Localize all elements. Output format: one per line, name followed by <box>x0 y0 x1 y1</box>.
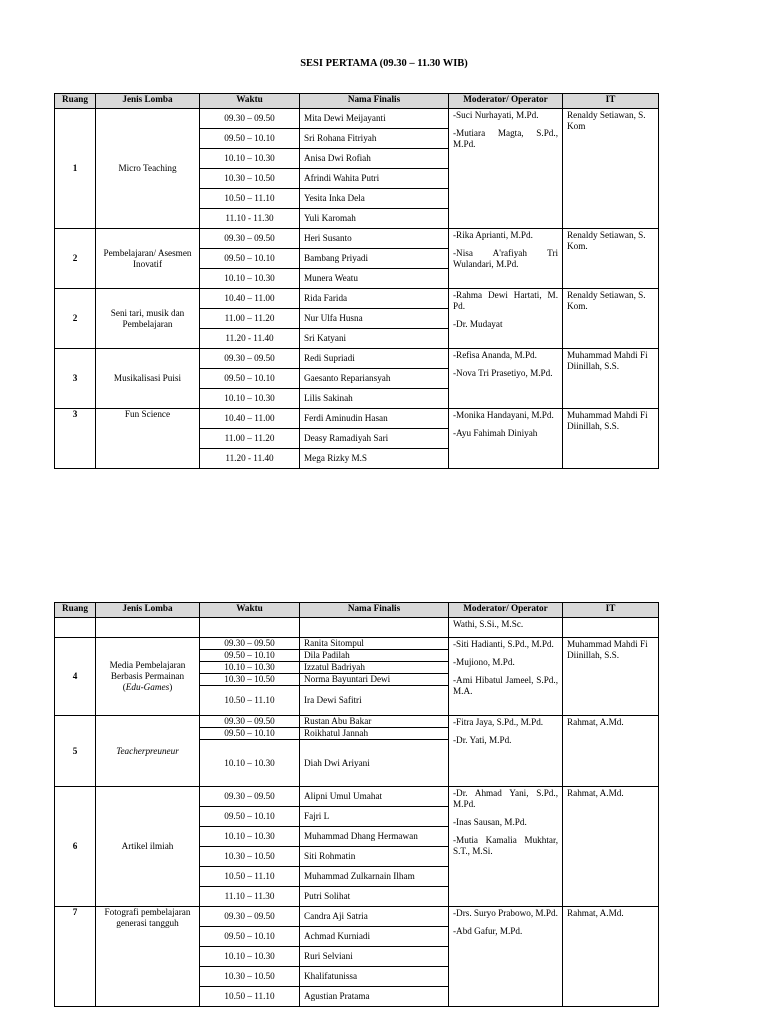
waktu-cell: 09.30 – 09.50 <box>200 109 300 129</box>
waktu-cell: 10.40 – 11.00 <box>200 409 300 429</box>
moderator-cell <box>449 787 563 907</box>
table-row <box>55 109 659 129</box>
moderator-name: -Dr. Ahmad Yani, S.Pd., M.Pd. <box>453 788 558 809</box>
schedule-table-1 <box>54 93 659 469</box>
waktu-cell: 10.10 – 10.30 <box>200 269 300 289</box>
nama-finalis-cell: Sri Rohana Fitriyah <box>300 129 449 149</box>
moderator-cell <box>449 409 563 469</box>
nama-finalis-cell: Nur Ulfa Husna <box>300 309 449 329</box>
it-cell <box>563 109 659 229</box>
nama-finalis-cell: Dila Padilah <box>300 650 449 662</box>
moderator-name: -Rika Aprianti, M.Pd. <box>453 230 533 240</box>
waktu-cell: 09.50 – 10.10 <box>200 728 300 740</box>
moderator-cell <box>449 289 563 349</box>
header-it: IT <box>563 603 659 618</box>
nama-finalis-cell: Siti Rohmatin <box>300 847 449 867</box>
it-name: Muhammad Mahdi Fi Diinillah, S.S. <box>567 350 648 371</box>
moderator-name: -Inas Sausan, M.Pd. <box>453 817 527 827</box>
header-ruang: Ruang <box>55 94 96 109</box>
it-cell <box>563 289 659 349</box>
moderator-name: -Mutiara Magta, S.Pd., M.Pd. <box>453 128 558 149</box>
moderator-name: -Nova Tri Prasetiyo, M.Pd. <box>453 368 553 378</box>
jenis-lomba-cell <box>96 289 200 349</box>
moderator-name: -Rahma Dewi Hartati, M. Pd. <box>453 290 558 311</box>
waktu-cell: 09.30 – 09.50 <box>200 787 300 807</box>
nama-finalis-cell: Lilis Sakinah <box>300 389 449 409</box>
jenis-lomba-cell <box>96 349 200 409</box>
nama-finalis-cell: Bambang Priyadi <box>300 249 449 269</box>
moderator-name: -Abd Gafur, M.Pd. <box>453 926 523 936</box>
nama-finalis-cell: Ruri Selviani <box>300 947 449 967</box>
waktu-cell: 10.30 – 10.50 <box>200 674 300 686</box>
nama-finalis-cell: Ira Dewi Safitri <box>300 686 449 716</box>
carry-over-row <box>55 618 659 638</box>
waktu-cell: 09.50 – 10.10 <box>200 807 300 827</box>
waktu-cell: 11.00 – 11.20 <box>200 429 300 449</box>
nama-finalis-cell: Putri Solihat <box>300 887 449 907</box>
it-cell <box>563 787 659 907</box>
lomba-italic: Edu-Games <box>125 682 170 692</box>
nama-finalis-cell: Candra Aji Satria <box>300 907 449 927</box>
waktu-cell: 10.10 – 10.30 <box>200 947 300 967</box>
nama-finalis-cell: Anisa Dwi Rofiah <box>300 149 449 169</box>
waktu-cell: 10.10 – 10.30 <box>200 149 300 169</box>
waktu-cell: 10.50 – 11.10 <box>200 987 300 1007</box>
waktu-cell: 10.30 – 10.50 <box>200 847 300 867</box>
header-it: IT <box>563 94 659 109</box>
nama-finalis-cell: Gaesanto Repariansyah <box>300 369 449 389</box>
header-jenis-lomba: Jenis Lomba <box>96 603 200 618</box>
moderator-name: -Ayu Fahimah Diniyah <box>453 428 538 438</box>
it-name: Renaldy Setiawan, S. Kom. <box>567 290 646 311</box>
it-cell <box>563 229 659 289</box>
nama-finalis-cell: Yesita Inka Dela <box>300 189 449 209</box>
nama-finalis-cell: Sri Katyani <box>300 329 449 349</box>
ruang-cell: 4 <box>55 638 96 716</box>
lomba-label: Fun Science <box>124 409 171 419</box>
waktu-cell: 09.30 – 09.50 <box>200 349 300 369</box>
header-nama-finalis: Nama Finalis <box>300 94 449 109</box>
moderator-cell <box>449 907 563 1007</box>
ruang-cell: 6 <box>55 787 96 907</box>
moderator-name: -Monika Handayani, M.Pd. <box>453 410 554 420</box>
moderator-cell <box>449 229 563 289</box>
waktu-cell: 10.40 – 11.00 <box>200 289 300 309</box>
waktu-cell: 10.50 – 11.10 <box>200 867 300 887</box>
nama-finalis-cell: Ferdi Aminudin Hasan <box>300 409 449 429</box>
nama-finalis-cell: Redi Supriadi <box>300 349 449 369</box>
it-cell <box>563 409 659 469</box>
header-ruang: Ruang <box>55 603 96 618</box>
waktu-cell: 10.10 – 10.30 <box>200 827 300 847</box>
moderator-name: -Nisa A'rafiyah Tri Wulandari, M.Pd. <box>453 248 558 269</box>
it-name: Rahmat, A.Md. <box>567 908 624 918</box>
jenis-lomba-cell <box>96 409 200 469</box>
header-moderator: Moderator/ Operator <box>449 603 563 618</box>
moderator-name: -Dr. Yati, M.Pd. <box>453 735 512 745</box>
it-name: Renaldy Setiawan, S. Kom <box>567 110 646 131</box>
waktu-cell: 10.50 – 11.10 <box>200 686 300 716</box>
nama-finalis-cell: Munera Weatu <box>300 269 449 289</box>
moderator-name: -Ami Hibatul Jameel, S.Pd., M.A. <box>453 675 558 696</box>
nama-finalis-cell: Fajri L <box>300 807 449 827</box>
moderator-cell <box>449 638 563 716</box>
table-header-row <box>55 94 659 109</box>
nama-finalis-cell: Rida Farida <box>300 289 449 309</box>
moderator-name: -Siti Hadianti, S.Pd., M.Pd. <box>453 639 554 649</box>
nama-finalis-cell: Ranita Sitompul <box>300 638 449 650</box>
waktu-cell: 10.10 – 10.30 <box>200 740 300 787</box>
it-name: Rahmat, A.Md. <box>567 788 624 798</box>
waktu-cell: 09.50 – 10.10 <box>200 927 300 947</box>
header-waktu: Waktu <box>200 94 300 109</box>
waktu-cell: 11.20 - 11.40 <box>200 449 300 469</box>
it-name: Rahmat, A.Md. <box>567 717 624 727</box>
moderator-name: -Drs. Suryo Prabowo, M.Pd. <box>453 908 558 918</box>
table-row <box>55 638 659 650</box>
nama-finalis-cell: Heri Susanto <box>300 229 449 249</box>
moderator-name: -Mujiono, M.Pd. <box>453 657 515 667</box>
ruang-cell: 7 <box>55 907 96 1007</box>
it-cell <box>563 716 659 787</box>
lomba-line: Media Pembelajaran <box>109 660 186 670</box>
waktu-cell: 09.30 – 09.50 <box>200 229 300 249</box>
lomba-label: Artikel ilmiah <box>121 841 174 851</box>
nama-finalis-cell: Norma Bayuntari Dewi <box>300 674 449 686</box>
it-cell <box>563 638 659 716</box>
moderator-name: -Mutia Kamalia Mukhtar, S.T., M.Si. <box>453 835 558 856</box>
moderator-name: -Fitra Jaya, S.Pd., M.Pd. <box>453 717 544 727</box>
it-name: Muhammad Mahdi Fi Diinillah, S.S. <box>567 639 648 660</box>
waktu-cell: 11.10 - 11.30 <box>200 209 300 229</box>
lomba-label: Musikalisasi Puisi <box>113 373 182 383</box>
header-nama-finalis: Nama Finalis <box>300 603 449 618</box>
waktu-cell: 09.50 – 10.10 <box>200 129 300 149</box>
table-row <box>55 229 659 249</box>
ruang-cell: 2 <box>55 229 96 289</box>
nama-finalis-cell: Achmad Kurniadi <box>300 927 449 947</box>
waktu-cell: 09.50 – 10.10 <box>200 369 300 389</box>
nama-finalis-cell: Roikhatul Jannah <box>300 728 449 740</box>
table-row <box>55 716 659 728</box>
waktu-cell: 10.10 – 10.30 <box>200 662 300 674</box>
it-cell <box>563 349 659 409</box>
lomba-label: Micro Teaching <box>118 163 177 173</box>
ruang-cell: 3 <box>55 349 96 409</box>
lomba-line: Berbasis Permainan <box>110 671 185 681</box>
ruang-cell: 2 <box>55 289 96 349</box>
lomba-label: Pembelajaran/ Asesmen Inovatif <box>103 247 192 269</box>
nama-finalis-cell: Deasy Ramadiyah Sari <box>300 429 449 449</box>
nama-finalis-cell: Izzatul Badriyah <box>300 662 449 674</box>
nama-finalis-cell: Muhammad Zulkarnain Ilham <box>300 867 449 887</box>
lomba-label: Seni tari, musik dan Pembelajaran <box>110 307 185 329</box>
waktu-cell: 10.10 – 10.30 <box>200 389 300 409</box>
header-jenis-lomba: Jenis Lomba <box>96 94 200 109</box>
waktu-cell: 09.30 – 09.50 <box>200 907 300 927</box>
waktu-cell: 10.50 – 11.10 <box>200 189 300 209</box>
jenis-lomba-cell <box>96 716 200 787</box>
moderator-name: -Refisa Ananda, M.Pd. <box>453 350 537 360</box>
waktu-cell: 11.10 – 11.30 <box>200 887 300 907</box>
moderator-name: -Dr. Mudayat <box>453 319 503 329</box>
lomba-label: Fotografi pembelajaran generasi tangguh <box>104 907 191 928</box>
nama-finalis-cell: Alipni Umul Umahat <box>300 787 449 807</box>
nama-finalis-cell: Yuli Karomah <box>300 209 449 229</box>
header-waktu: Waktu <box>200 603 300 618</box>
nama-finalis-cell: Rustan Abu Bakar <box>300 716 449 728</box>
nama-finalis-cell: Mega Rizky M.S <box>300 449 449 469</box>
jenis-lomba-cell <box>96 907 200 1007</box>
table-row <box>55 409 659 429</box>
waktu-cell: 09.50 – 10.10 <box>200 650 300 662</box>
ruang-cell: 1 <box>55 109 96 229</box>
nama-finalis-cell: Diah Dwi Ariyani <box>300 740 449 787</box>
moderator-cell <box>449 716 563 787</box>
nama-finalis-cell: Khalifatunissa <box>300 967 449 987</box>
it-name: Muhammad Mahdi Fi Diinillah, S.S. <box>567 410 648 431</box>
header-moderator: Moderator/ Operator <box>449 94 563 109</box>
table-row <box>55 787 659 807</box>
it-name: Renaldy Setiawan, S. Kom. <box>567 230 646 251</box>
table-row <box>55 907 659 927</box>
session-title: SESI PERTAMA (09.30 – 11.30 WIB) <box>300 58 468 69</box>
table-row <box>55 289 659 309</box>
ruang-cell: 5 <box>55 716 96 787</box>
jenis-lomba-cell <box>96 109 200 229</box>
waktu-cell: 11.20 - 11.40 <box>200 329 300 349</box>
nama-finalis-cell: Muhammad Dhang Hermawan <box>300 827 449 847</box>
waktu-cell: 11.00 – 11.20 <box>200 309 300 329</box>
waktu-cell: 09.30 – 09.50 <box>200 716 300 728</box>
nama-finalis-cell: Agustian Pratama <box>300 987 449 1007</box>
schedule-table-2 <box>54 602 659 1007</box>
lomba-label: Teacherpreuneur <box>116 745 179 756</box>
moderator-name: -Suci Nurhayati, M.Pd. <box>453 110 539 120</box>
waktu-cell: 09.30 – 09.50 <box>200 638 300 650</box>
waktu-cell: 10.30 – 10.50 <box>200 169 300 189</box>
it-cell <box>563 907 659 1007</box>
moderator-carry-over: Wathi, S.Si., M.Sc. <box>449 618 563 638</box>
ruang-cell: 3 <box>55 409 96 469</box>
moderator-cell <box>449 109 563 229</box>
table-row <box>55 349 659 369</box>
waktu-cell: 09.50 – 10.10 <box>200 249 300 269</box>
waktu-cell: 10.30 – 10.50 <box>200 967 300 987</box>
moderator-cell <box>449 349 563 409</box>
jenis-lomba-cell <box>96 229 200 289</box>
jenis-lomba-cell <box>96 787 200 907</box>
jenis-lomba-cell: Media Pembelajaran Berbasis Permainan (Edu-Games) <box>96 638 200 716</box>
table-header-row <box>55 603 659 618</box>
nama-finalis-cell: Mita Dewi Meijayanti <box>300 109 449 129</box>
nama-finalis-cell: Afrindi Wahita Putri <box>300 169 449 189</box>
